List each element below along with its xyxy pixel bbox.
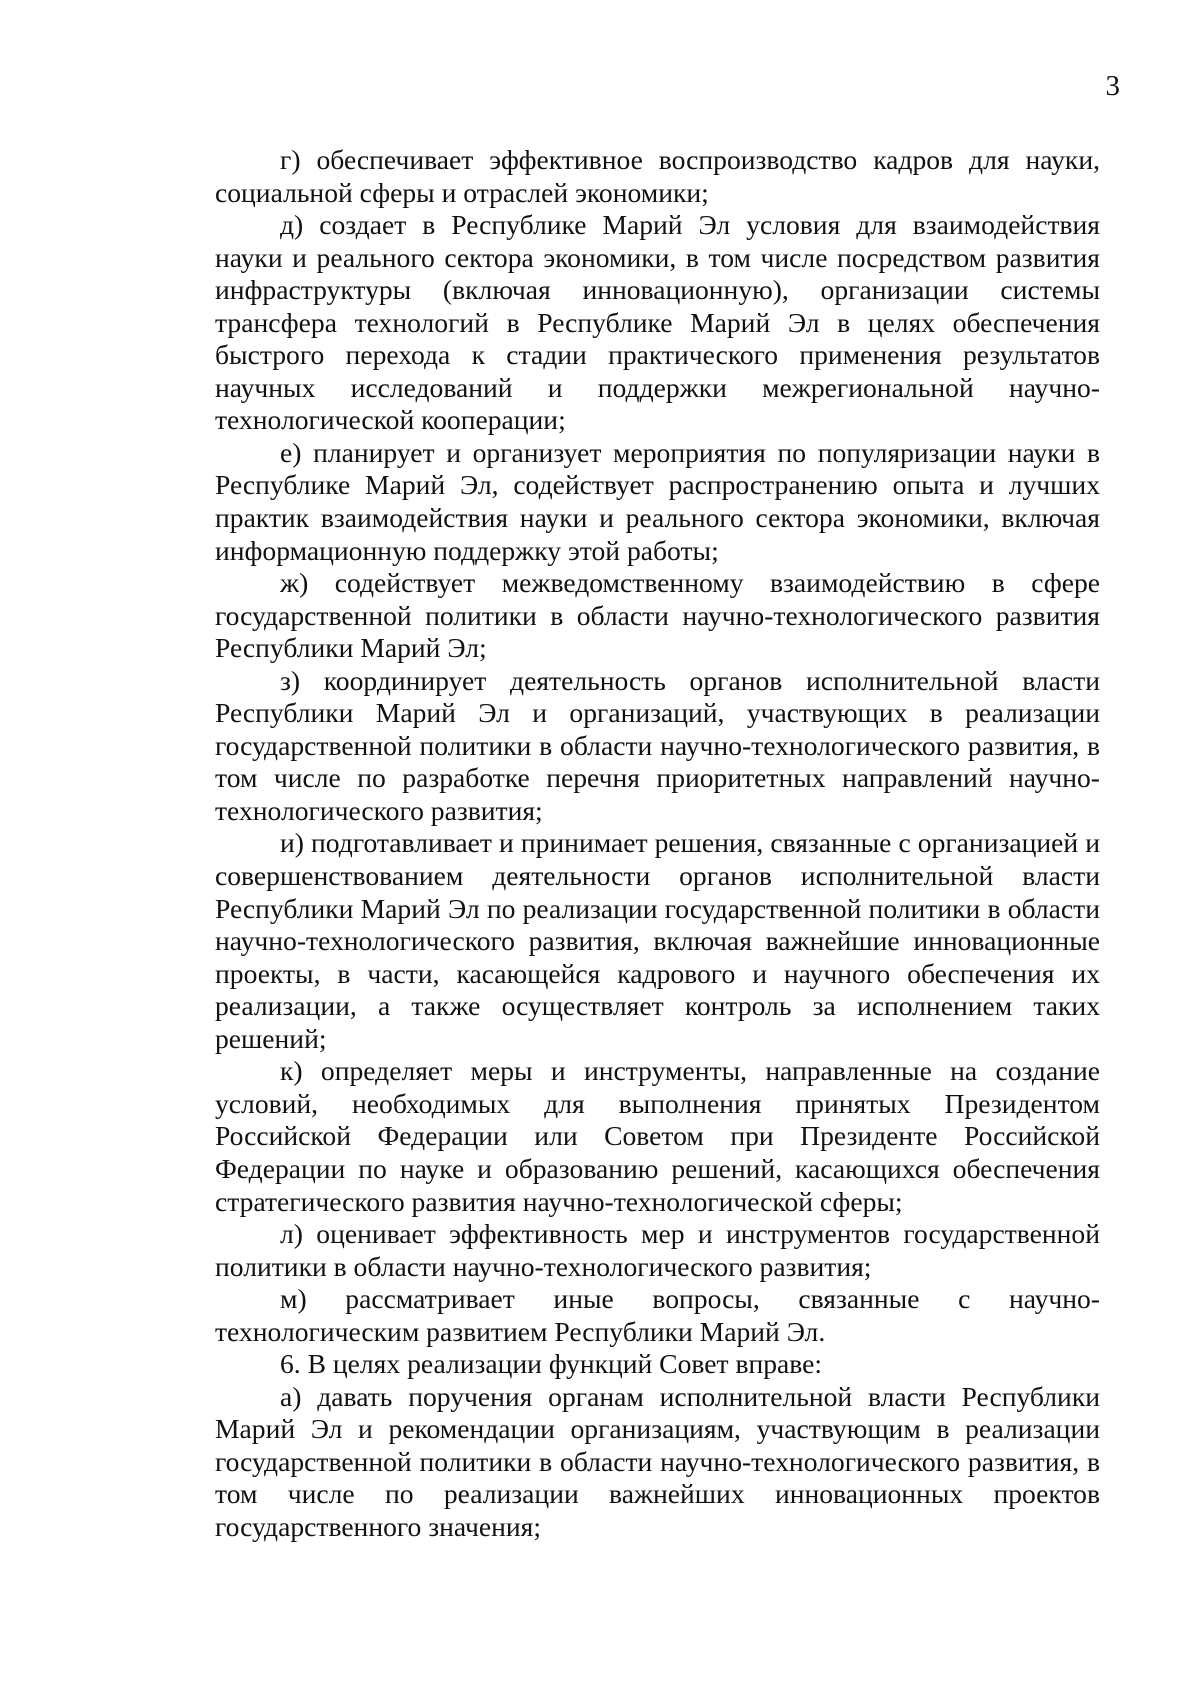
paragraph-z: з) координирует деятельность органов исполнительной власти Республики Марий Эл и организаций, участвующих в реализации государственной политики в области научно-технологического развития, в том числе по разработке перечня приоритетных направлений научно-технологического развития; [215,664,1100,826]
paragraph-k: к) определяет меры и инструменты, направленные на создание условий, необходимых для выполнения принятых Президентом Российской Федерации или Советом при Президенте Российской Федерации по науке и образованию решений, касающихся обеспечения стратегического развития научно-технологической сферы; [215,1055,1100,1217]
paragraph-zh: ж) содействует межведомственному взаимодействию в сфере государственной политики в области научно-технологического развития Республики Марий Эл; [215,567,1100,664]
page-number: 3 [1105,70,1120,102]
paragraph-e: е) планирует и организует мероприятия по популяризации науки в Республике Марий Эл, содействует распространению опыта и лучших практик взаимодействия науки и реального сектора экономики, включая информационную поддержку этой работы; [215,436,1100,566]
paragraph-g: г) обеспечивает эффективное воспроизводство кадров для науки, социальной сферы и отраслей экономики; [215,144,1100,208]
paragraph-m: м) рассматривает иные вопросы, связанные с научно-технологическим развитием Республики Марий Эл. [215,1283,1100,1347]
document-body [215,144,1100,1544]
paragraph-l: л) оценивает эффективность мер и инструментов государственной политики в области научно-технологического развития; [215,1218,1100,1282]
section-6-heading: 6. В целях реализации функций Совет вправе: [280,1348,823,1380]
paragraph-a: а) давать поручения органам исполнительной власти Республики Марий Эл и рекомендации организациям, участвующим в реализации государственной политики в области научно-технологического развития, в том числе по реализации важнейших инновационных проектов государственного значения; [215,1380,1100,1542]
paragraph-i: и) подготавливает и принимает решения, связанные с организацией и совершенствованием деятельности органов исполнительной власти Республики Марий Эл по реализации государственной политики в области научно-технологического развития, включая важнейшие инновационные проекты, в части, касающейся кадрового и научного обеспечения их реализации, а также осуществляет контроль за исполнением таких решений; [215,827,1100,1054]
paragraph-d: д) создает в Республике Марий Эл условия для взаимодействия науки и реального сектора экономики, в том числе посредством развития инфраструктуры (включая инновационную), организации системы трансфера технологий в Республике Марий Эл в целях обеспечения быстрого перехода к стадии практического применения результатов научных исследований и поддержки межрегиональной научно-технологической кооперации; [215,209,1100,436]
